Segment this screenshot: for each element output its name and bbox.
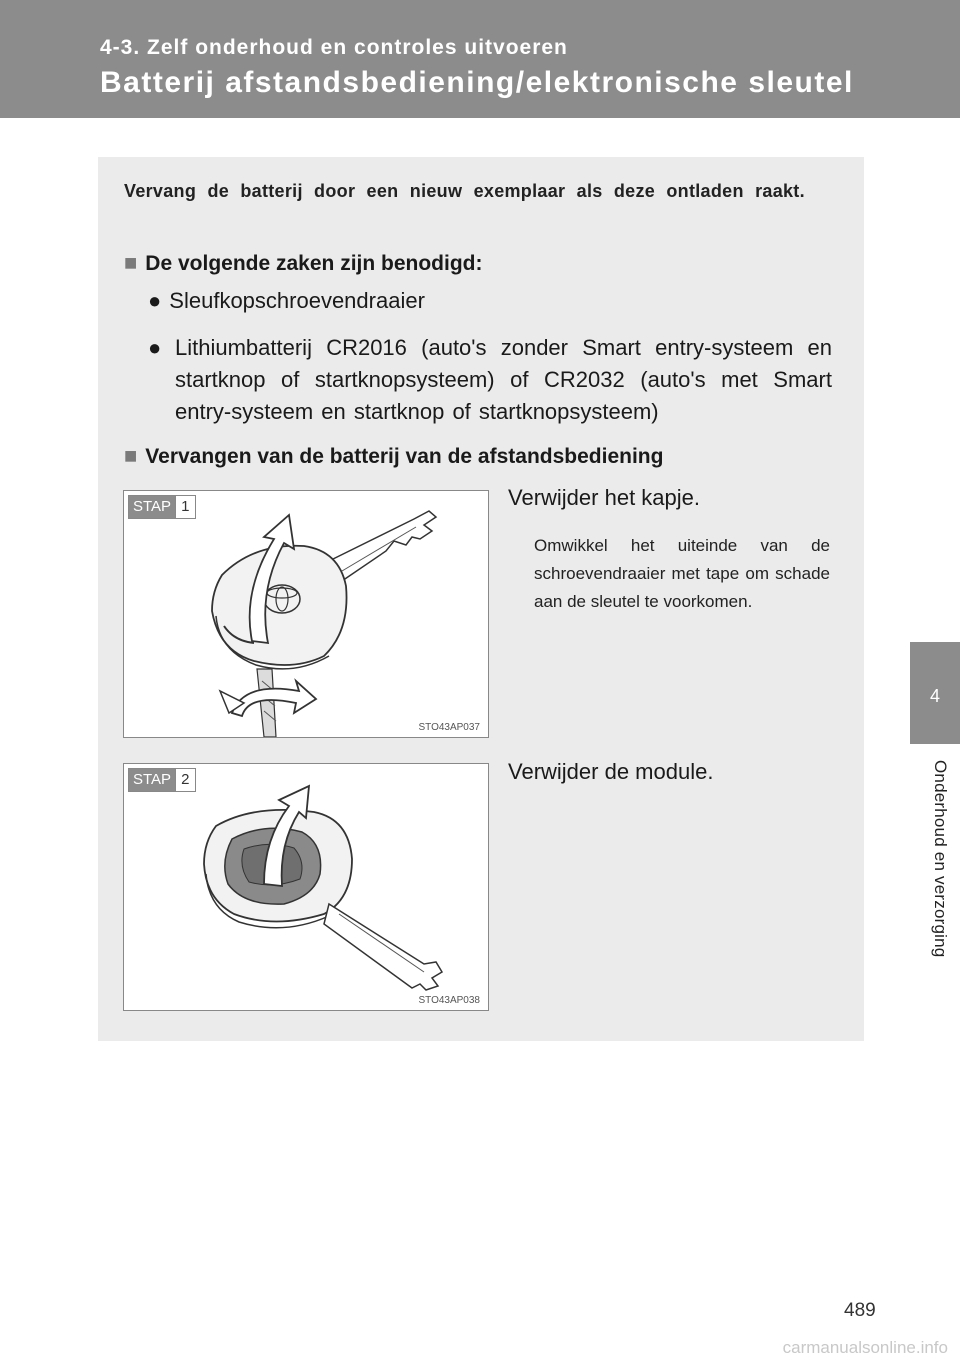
list-item: [148, 288, 425, 314]
round-bullet-icon: ●: [148, 335, 162, 360]
key-module-illustration: [124, 764, 488, 1010]
step-badge-label: STAP: [129, 496, 175, 518]
square-bullet-icon: ■: [124, 443, 138, 468]
heading-text: Vervangen van de batterij van de afstandsbediening: [145, 445, 664, 468]
section-label: 4-3. Zelf onderhoud en controles uitvoeren: [100, 36, 568, 59]
step-badge: [128, 495, 196, 519]
chapter-number: 4: [929, 686, 940, 706]
step-badge-number: 1: [175, 496, 195, 518]
list-item-text: Sleufkopschroevendraaier: [169, 288, 425, 313]
step1-title: Verwijder het kapje.: [508, 485, 700, 510]
step2-title: Verwijder de module.: [508, 759, 714, 784]
round-bullet-icon: ●: [148, 288, 162, 313]
step-badge: [128, 768, 196, 792]
step-badge-number: 2: [175, 769, 195, 791]
intro-text: Vervang de batterij door een nieuw exemplaar als deze ontladen raakt.: [124, 181, 805, 201]
key-cover-illustration: [124, 491, 488, 737]
chapter-label: Onderhoud en verzorging: [931, 760, 950, 958]
step2-figure: [123, 763, 489, 1011]
page-title: Batterij afstandsbediening/elektronische sleutel: [100, 66, 854, 99]
required-items-heading: [124, 250, 483, 276]
replace-battery-heading: [124, 443, 663, 469]
list-item-text: Lithiumbatterij CR2016 (auto's zonder Smart entry-systeem en startknop of startknopsysteem) of CR2032 (auto's met Smart entry-systeem en startknop of startknopsysteem): [175, 335, 832, 424]
step1-note: Omwikkel het uiteinde van de schroevendraaier met tape om schade aan de sleutel te voorkomen.: [534, 536, 830, 611]
heading-text: De volgende zaken zijn benodigd:: [145, 252, 483, 275]
figure-code: STO43AP037: [418, 722, 480, 733]
step1-figure: [123, 490, 489, 738]
page-number: 489: [844, 1300, 876, 1321]
step-badge-label: STAP: [129, 769, 175, 791]
chapter-header: [0, 0, 960, 118]
watermark[interactable]: carmanualsonline.info: [782, 1338, 948, 1357]
chapter-tab[interactable]: [910, 642, 960, 744]
figure-code: STO43AP038: [418, 995, 480, 1006]
square-bullet-icon: ■: [124, 250, 138, 275]
list-item: [148, 332, 832, 428]
